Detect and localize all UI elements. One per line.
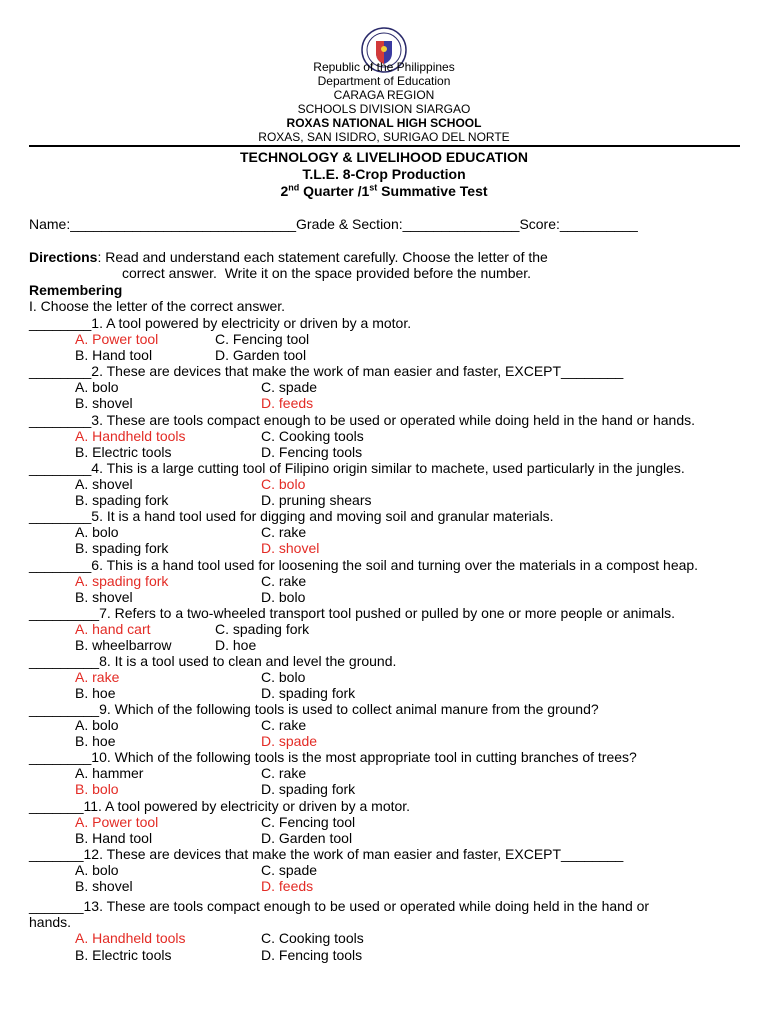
question-7: _________7. Refers to a two-wheeled transport tool pushed or pulled by one or more people or animals. — [29, 605, 675, 621]
header-divider — [29, 145, 740, 147]
question-8-option-a: A. rake — [75, 669, 120, 686]
question-5-option-d: D. shovel — [261, 540, 320, 557]
question-3-option-d: D. Fencing tools — [261, 444, 363, 461]
question-12: _______12. These are devices that make the work of man easier and faster, EXCEPT________ — [29, 846, 624, 862]
question-12-option-c: C. spade — [261, 862, 318, 879]
question-6: ________6. This is a hand tool used for loosening the soil and turning over the materials in a compost heap. — [29, 557, 699, 573]
question-9-option-d: D. spade — [261, 733, 318, 750]
question-5-option-c: C. rake — [261, 524, 307, 541]
question-8-option-c: C. bolo — [261, 669, 306, 686]
question-12-option-b: B. shovel — [75, 878, 133, 895]
question-13-continued: hands. — [29, 914, 72, 931]
header-region: CARAGA REGION — [333, 88, 435, 102]
header-republic: Republic of the Philippines — [313, 60, 455, 74]
name-grade-score-line: Name:_____________________________Grade & Section:_______________Score:__________ — [29, 216, 638, 232]
title-quarter: 2nd Quarter /1st Summative Test — [280, 182, 488, 199]
question-4-option-d: D. pruning shears — [261, 492, 372, 509]
section-heading: Remembering — [29, 282, 123, 298]
header-address: ROXAS, SAN ISIDRO, SURIGAO DEL NORTE — [258, 130, 510, 144]
question-2-option-b: B. shovel — [75, 395, 133, 412]
question-1-option-b: B. Hand tool — [75, 347, 153, 364]
question-10-option-c: C. rake — [261, 765, 307, 782]
question-10-option-d: D. spading fork — [261, 781, 356, 798]
header-department: Department of Education — [317, 74, 451, 88]
header-division: SCHOOLS DIVISION SIARGAO — [297, 102, 471, 116]
header-school: ROXAS NATIONAL HIGH SCHOOL — [286, 116, 482, 130]
question-5: ________5. It is a hand tool used for digging and moving soil and granular materials. — [29, 508, 554, 524]
question-9-option-b: B. hoe — [75, 733, 116, 750]
question-5-option-a: A. bolo — [75, 524, 119, 541]
instruction: I. Choose the letter of the correct answer. — [29, 298, 286, 314]
question-2: ________2. These are devices that make the work of man easier and faster, EXCEPT________ — [29, 363, 624, 379]
question-11-option-c: C. Fencing tool — [261, 814, 356, 831]
question-4-option-c: C. bolo — [261, 476, 306, 493]
question-6-option-c: C. rake — [261, 573, 307, 590]
question-8-option-d: D. spading fork — [261, 685, 356, 702]
question-11-option-b: B. Hand tool — [75, 830, 153, 847]
question-7-option-b: B. wheelbarrow — [75, 637, 172, 654]
title-course: T.L.E. 8-Crop Production — [302, 166, 466, 182]
question-4: ________4. This is a large cutting tool of Filipino origin similar to machete, used particularly in the jungles. — [29, 460, 685, 476]
question-4-option-b: B. spading fork — [75, 492, 169, 509]
question-6-option-a: A. spading fork — [75, 573, 169, 590]
question-7-option-d: D. hoe — [215, 637, 257, 654]
question-11-option-a: A. Power tool — [75, 814, 159, 831]
question-3-option-a: A. Handheld tools — [75, 428, 186, 445]
question-8-option-b: B. hoe — [75, 685, 116, 702]
question-13-option-b: B. Electric tools — [75, 946, 172, 963]
question-3-option-c: C. Cooking tools — [261, 428, 364, 445]
question-9: _________9. Which of the following tools is used to collect animal manure from the ground? — [29, 701, 599, 717]
question-3: ________3. These are tools compact enough to be used or operated while doing held in the hand or hands. — [29, 412, 696, 428]
question-12-option-a: A. bolo — [75, 862, 119, 879]
question-7-option-c: C. spading fork — [215, 621, 310, 638]
question-2-option-c: C. spade — [261, 379, 318, 396]
question-12-option-d: D. feeds — [261, 878, 314, 895]
question-2-option-d: D. feeds — [261, 395, 314, 412]
question-3-option-b: B. Electric tools — [75, 444, 172, 461]
question-13: _______13. These are tools compact enough to be used or operated while doing held in the hand or — [29, 898, 650, 914]
question-9-option-c: C. rake — [261, 717, 307, 734]
question-10-option-b: B. bolo — [75, 781, 119, 798]
question-8: _________8. It is a tool used to clean and level the ground. — [29, 653, 397, 669]
question-5-option-b: B. spading fork — [75, 540, 169, 557]
directions-continued: correct answer. Write it on the space provided before the number. — [122, 265, 532, 281]
question-1-option-d: D. Garden tool — [215, 347, 307, 364]
question-13-option-a: A. Handheld tools — [75, 930, 186, 947]
title-subject: TECHNOLOGY & LIVELIHOOD EDUCATION — [239, 149, 529, 165]
question-1-option-a: A. Power tool — [75, 331, 159, 348]
question-1-option-c: C. Fencing tool — [215, 331, 310, 348]
question-11: _______11. A tool powered by electricity or driven by a motor. — [29, 798, 411, 814]
directions: Directions: Read and understand each statement carefully. Choose the letter of the — [29, 249, 548, 265]
question-4-option-a: A. shovel — [75, 476, 133, 493]
question-2-option-a: A. bolo — [75, 379, 119, 396]
question-11-option-d: D. Garden tool — [261, 830, 353, 847]
question-10-option-a: A. hammer — [75, 765, 144, 782]
question-6-option-d: D. bolo — [261, 589, 306, 606]
question-6-option-b: B. shovel — [75, 589, 133, 606]
question-13-option-c: C. Cooking tools — [261, 930, 364, 947]
question-13-option-d: D. Fencing tools — [261, 946, 363, 963]
question-1: ________1. A tool powered by electricity or driven by a motor. — [29, 315, 412, 331]
question-9-option-a: A. bolo — [75, 717, 119, 734]
question-7-option-a: A. hand cart — [75, 621, 151, 638]
question-10: ________10. Which of the following tools is the most appropriate tool in cutting branches of trees? — [29, 749, 637, 765]
